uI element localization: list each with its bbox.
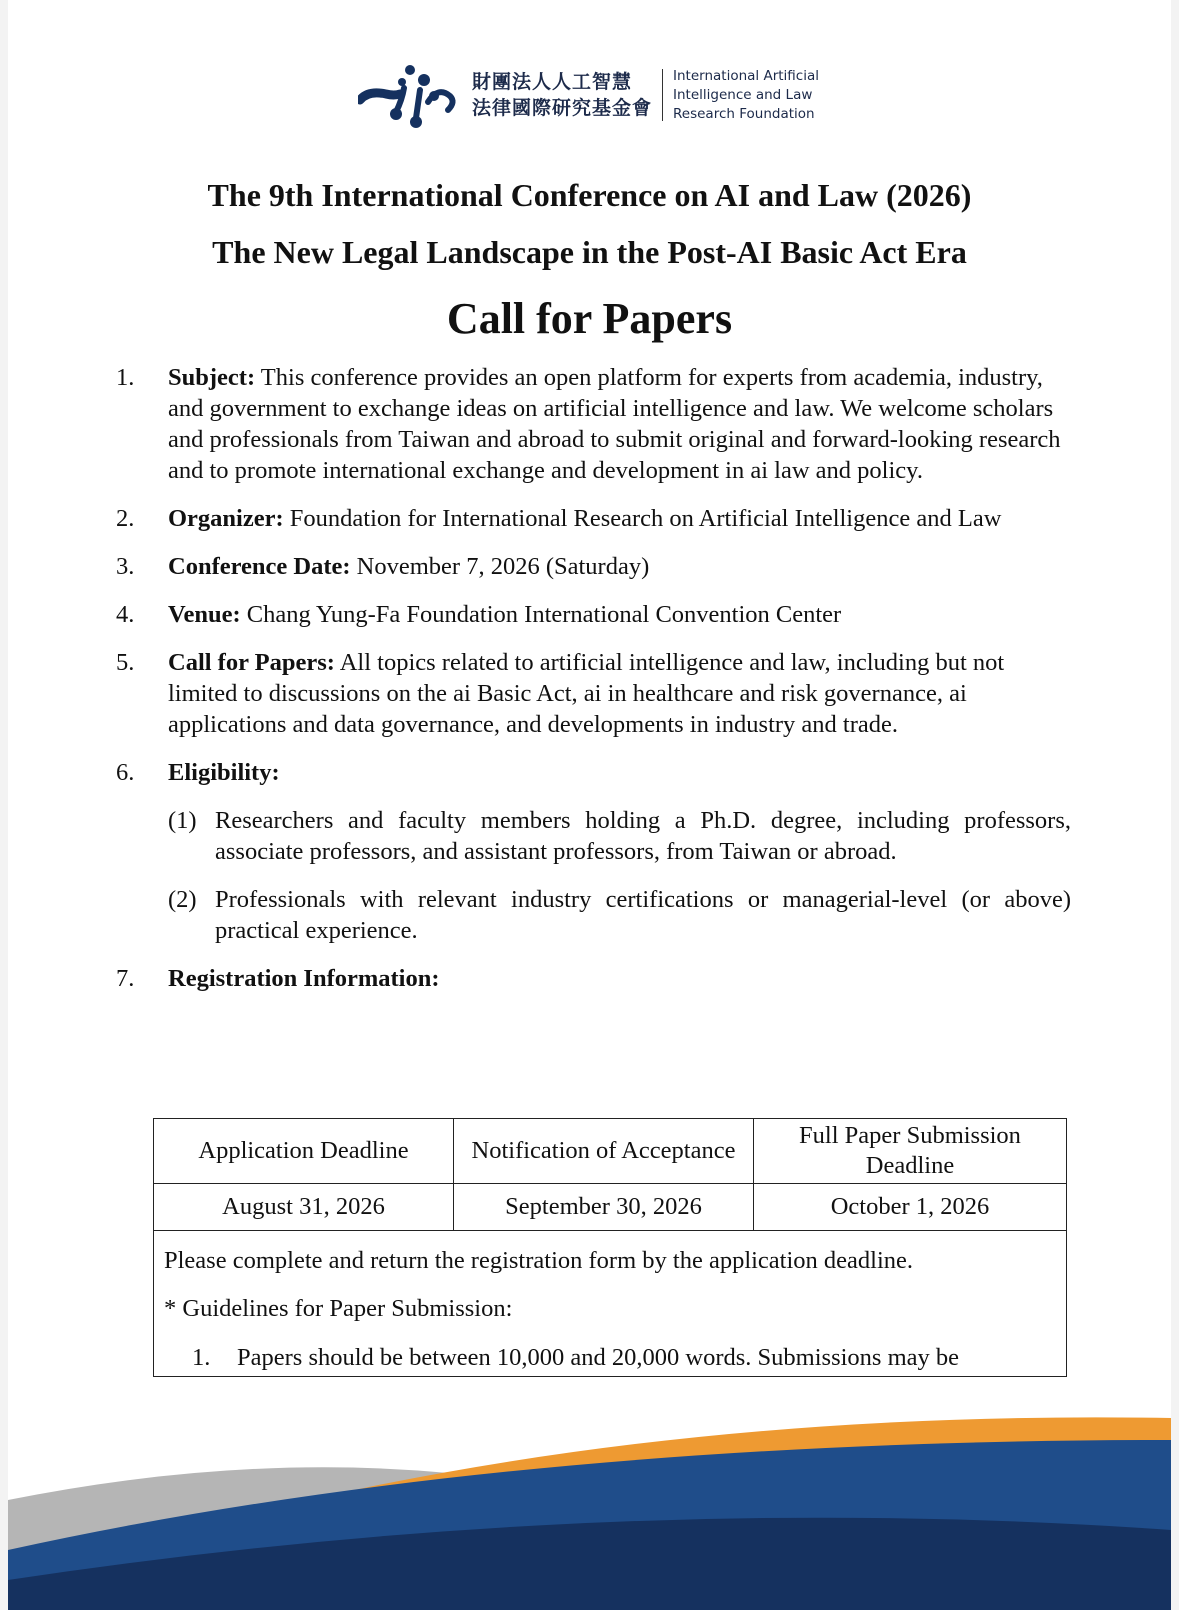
list-body [168,362,1071,486]
eligibility-item [168,805,1071,867]
list-text: November 7, 2026 (Saturday) [350,553,650,580]
list-body [168,503,1071,534]
guideline-text: Papers should be between 10,000 and 20,000 words. Submissions may be [237,1344,959,1371]
logo-english-line2: Intelligence and Law [673,86,813,103]
list-body [168,551,1071,582]
table-cell: October 1, 2026 [754,1184,1067,1231]
guideline-item [192,1343,1062,1373]
document-page [8,0,1171,1610]
list-label: Venue: [168,601,241,628]
eligibility-number: (2) [168,886,197,913]
table-row [154,1184,1067,1231]
conference-title: The 9th International Conference on AI and Law (2026) [207,177,972,213]
eligibility-item [168,884,1071,946]
list-text: This conference provides an open platform for experts from academia, industry, and government to exchange ideas on artificial intelligence and law. We welcome scholars and professionals from Taiwan and abroad to submit original and forward-looking research and to promote international exchange and development in ai law and policy. [168,364,1061,484]
list-text: Foundation for International Research on Artificial Intelligence and Law [283,505,1002,532]
list-text: Chang Yung-Fa Foundation International Convention Center [240,601,842,628]
logo-divider [662,69,663,121]
list-label: Conference Date: [168,553,351,580]
logo-mark-icon [358,60,468,130]
list-label: Call for Papers: [168,649,335,676]
registration-table [153,1118,1067,1231]
guideline-number: 1. [192,1344,211,1371]
table-header-cell: Full Paper Submission Deadline [754,1119,1067,1184]
list-number: 4. [116,601,135,628]
eligibility-text: Professionals with relevant industry certifications or managerial-level (or above) practical experience. [215,886,1071,944]
table-header-cell: Notification of Acceptance [454,1119,754,1184]
list-item-registration [116,963,1071,994]
list-number: 5. [116,649,135,676]
page-edge-left [0,0,8,1610]
list-label: Subject: [168,364,256,391]
list-number: 6. [116,759,135,786]
list-label: Organizer: [168,505,284,532]
registration-notes [153,1230,1067,1377]
eligibility-number: (1) [168,807,197,834]
logo-chinese-line2: 法律國際研究基金會 [472,97,653,119]
list-text: All topics related to artificial intelligence and law, including but not limited to discussions on the ai Basic Act, ai in healthcare and risk governance, ai applications and data governance, and developments in industry and trade. [168,649,1005,738]
conference-subtitle: The New Legal Landscape in the Post-AI Basic Act Era [212,234,967,270]
list-label: Registration Information: [168,965,440,992]
list-item-call-for-papers [116,647,1071,740]
table-cell: September 30, 2026 [454,1184,754,1231]
list-body [168,647,1071,740]
logo-english-line1: International Artificial [673,67,819,84]
eligibility-text: Researchers and faculty members holding a Ph.D. degree, including professors, associate professors, and assistant professors, from Taiwan or abroad. [215,807,1071,865]
list-number: 1. [116,364,135,391]
list-body [168,599,1071,630]
logo-english-name [673,67,819,124]
list-number: 7. [116,965,135,992]
table-header-cell: Application Deadline [154,1119,454,1184]
foundation-logo [358,60,848,130]
registration-note: Please complete and return the registration form by the application deadline. [164,1247,914,1274]
page-edge-right [1171,0,1179,1610]
list-item-subject [116,362,1071,486]
list-body [168,757,1071,788]
logo-chinese-name [472,69,652,121]
list-item-venue [116,599,1071,630]
footer-wave-decoration [8,1380,1171,1610]
list-label: Eligibility: [168,759,280,786]
table-cell: August 31, 2026 [154,1184,454,1231]
call-for-papers-heading: Call for Papers [446,294,733,343]
logo-chinese-line1: 財團法人人工智慧 [472,71,633,93]
list-item-date [116,551,1071,582]
list-number: 2. [116,505,135,532]
list-number: 3. [116,553,135,580]
list-item-organizer [116,503,1071,534]
guidelines-heading: * Guidelines for Paper Submission: [164,1295,513,1322]
list-body [168,963,1071,994]
table-header-row [154,1119,1067,1184]
logo-english-line3: Research Foundation [673,105,815,122]
list-item-eligibility [116,757,1071,788]
document-content [116,362,1071,1011]
